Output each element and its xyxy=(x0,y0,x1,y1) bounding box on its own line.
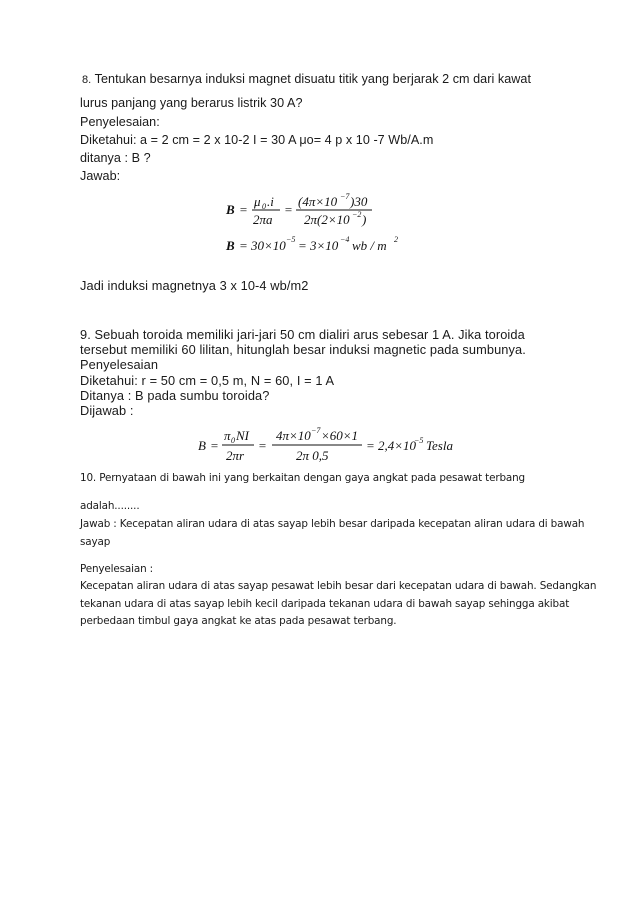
svg-text:0: 0 xyxy=(262,202,266,211)
svg-text:B: B xyxy=(226,238,235,253)
svg-text:= 3×10: = 3×10 xyxy=(298,238,339,253)
q8-jawab-label: Jawab: xyxy=(80,169,121,183)
svg-text:= 30×10: = 30×10 xyxy=(239,238,286,253)
svg-text:): ) xyxy=(362,212,367,227)
q8-penyelesaian-label: Penyelesaian: xyxy=(80,115,160,129)
svg-text:(4π×10: (4π×10 xyxy=(298,194,338,209)
svg-text:0: 0 xyxy=(231,436,235,445)
svg-text:π: π xyxy=(224,428,231,443)
q10-paragraph-line-1: Kecepatan aliran udara di atas sayap pesawat lebih besar dari kecepatan udara di bawah. Sedangkan xyxy=(80,580,597,592)
svg-text:2: 2 xyxy=(394,235,398,244)
q9-ditanya: Ditanya : B pada sumbu toroida? xyxy=(80,388,270,403)
svg-text:×60×1: ×60×1 xyxy=(321,428,359,443)
svg-text:=: = xyxy=(210,438,219,453)
q8-conclusion: Jadi induksi magnetnya 3 x 10-4 wb/m2 xyxy=(80,278,309,293)
q10-paragraph-line-2: tekanan udara di atas sayap lebih kecil daripada tekanan udara di bawah sayap sehingga akibat xyxy=(80,598,570,610)
svg-text:=: = xyxy=(284,202,293,217)
svg-text:)30: )30 xyxy=(350,194,368,209)
svg-text:−4: −4 xyxy=(340,235,350,244)
q10-jawab-line-2: sayap xyxy=(80,536,111,548)
svg-text:B: B xyxy=(198,438,206,453)
q9-question-line-1: 9. Sebuah toroida memiliki jari-jari 50 cm dialiri arus sebesar 1 A. Jika toroida xyxy=(80,327,525,342)
q10-penyelesaian-label: Penyelesaian : xyxy=(80,563,154,575)
svg-text:wb / m: wb / m xyxy=(352,238,387,253)
svg-text:−7: −7 xyxy=(340,192,350,201)
svg-text:Tesla: Tesla xyxy=(426,438,453,453)
q9-diketahui: Diketahui: r = 50 cm = 0,5 m, N = 60, I = 1 A xyxy=(80,373,335,388)
svg-text:=: = xyxy=(258,438,267,453)
q8-formula-image xyxy=(222,188,422,260)
q10-question-line-1: 10. Pernyataan di bawah ini yang berkaitan dengan gaya angkat pada pesawat terbang xyxy=(80,472,526,484)
svg-text:2πr: 2πr xyxy=(226,448,245,463)
svg-text:B: B xyxy=(226,202,235,217)
svg-text:−2: −2 xyxy=(352,210,362,219)
q9-formula-image xyxy=(196,420,456,472)
q8-diketahui: Diketahui: a = 2 cm = 2 x 10-2 I = 30 A μo= 4 p x 10 -7 Wb/A.m xyxy=(80,133,434,147)
q10-question-line-2: adalah........ xyxy=(80,500,140,512)
q8-question-line-2: lurus panjang yang berarus listrik 30 A? xyxy=(80,96,303,110)
svg-text:4π×10: 4π×10 xyxy=(276,428,311,443)
svg-text:= 2,4×10: = 2,4×10 xyxy=(366,438,417,453)
q9-dijawab-label: Dijawab : xyxy=(80,403,134,418)
q8-question-line-1 xyxy=(82,72,531,86)
svg-text:μ: μ xyxy=(254,194,261,209)
svg-text:.i: .i xyxy=(267,194,274,209)
q10-jawab-line-1: Jawab : Kecepatan aliran udara di atas sayap lebih besar daripada kecepatan aliran udara di bawah xyxy=(80,518,585,530)
svg-text:−5: −5 xyxy=(414,436,424,445)
q9-question-line-2: tersebut memiliki 60 lilitan, hitunglah besar induksi magnetic pada sumbunya. xyxy=(80,342,526,357)
q10-paragraph-line-3: perbedaan timbul gaya angkat ke atas pada pesawat terbang. xyxy=(80,615,397,627)
q9-penyelesaian-label: Penyelesaian xyxy=(80,357,159,372)
svg-text:NI: NI xyxy=(236,428,249,443)
q8-ditanya: ditanya : B ? xyxy=(80,151,151,165)
svg-text:2πa: 2πa xyxy=(253,212,273,227)
svg-text:2π 0,5: 2π 0,5 xyxy=(296,448,329,463)
svg-text:=: = xyxy=(239,202,248,217)
svg-text:−7: −7 xyxy=(311,426,321,435)
q8-question-text: Tentukan besarnya induksi magnet disuatu titik yang berjarak 2 cm dari kawat xyxy=(94,72,532,86)
svg-text:−5: −5 xyxy=(286,235,296,244)
svg-text:2π(2×10: 2π(2×10 xyxy=(304,212,350,227)
q8-number: 8. xyxy=(82,74,92,86)
